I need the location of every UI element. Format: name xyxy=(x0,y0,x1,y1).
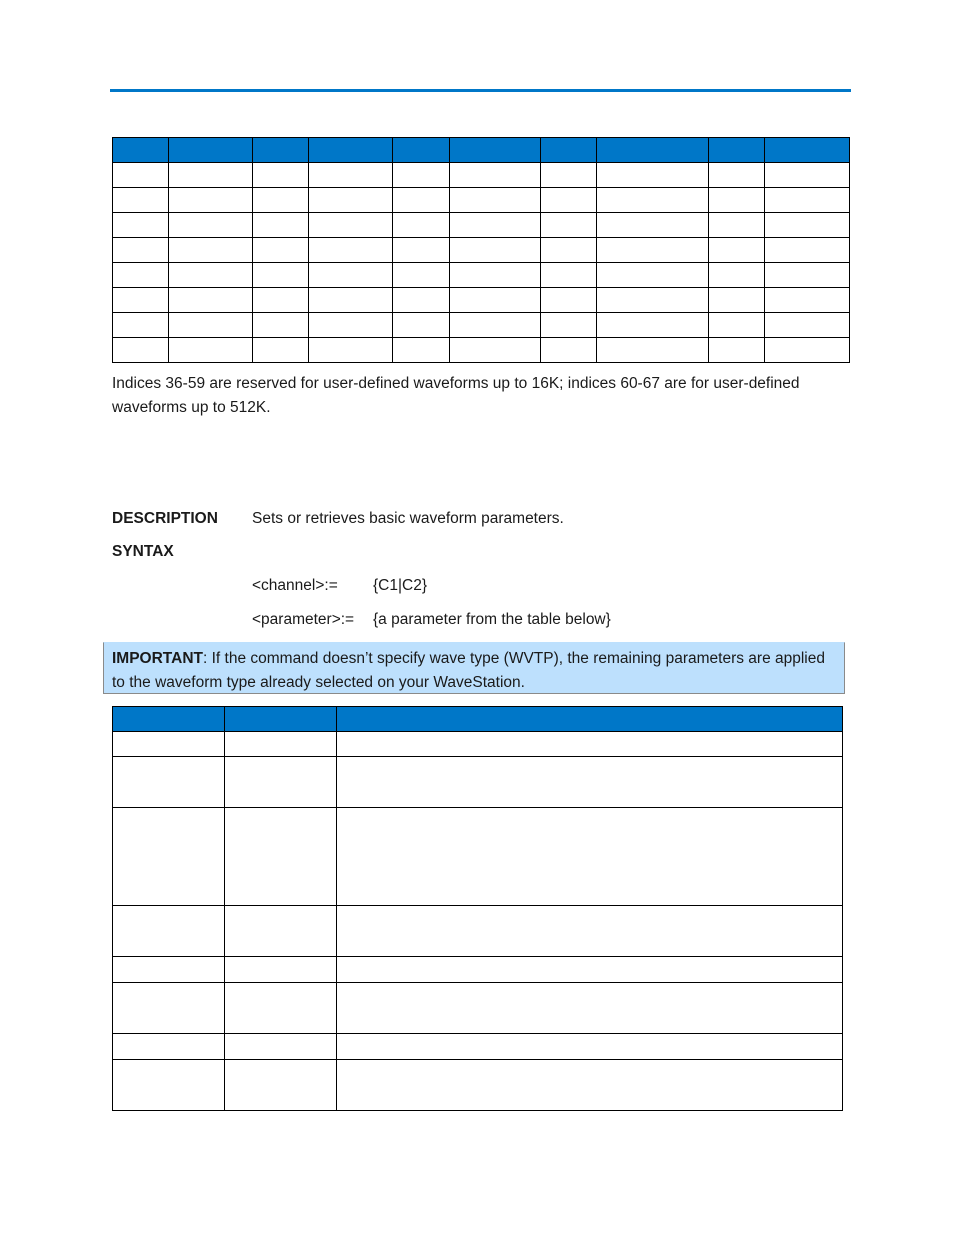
table-cell xyxy=(225,732,337,757)
header-cell xyxy=(253,138,309,163)
parameter-syntax-key: <parameter>:= xyxy=(252,611,355,628)
table-cell xyxy=(169,238,253,263)
table-cell xyxy=(113,313,169,338)
table-cell xyxy=(309,163,393,188)
table-cell xyxy=(169,213,253,238)
table-cell xyxy=(597,263,709,288)
header-cell xyxy=(225,707,337,732)
description-label: DESCRIPTION xyxy=(112,510,218,527)
table-cell xyxy=(169,188,253,213)
table-cell xyxy=(113,163,169,188)
table-cell xyxy=(597,313,709,338)
table-cell xyxy=(765,213,850,238)
table-cell xyxy=(253,213,309,238)
table-row xyxy=(113,288,850,313)
important-callout xyxy=(103,642,845,694)
waveform-index-table xyxy=(112,137,850,363)
table-cell xyxy=(765,313,850,338)
parameter-syntax-value: {a parameter from the table below} xyxy=(373,611,611,628)
table-cell xyxy=(709,288,765,313)
table-cell xyxy=(337,1034,843,1060)
table-cell xyxy=(169,163,253,188)
header-cell xyxy=(765,138,850,163)
table-cell xyxy=(253,188,309,213)
waveform-parameter-table xyxy=(112,706,843,1111)
table-row xyxy=(113,732,843,757)
table-cell xyxy=(309,188,393,213)
table-cell xyxy=(337,983,843,1034)
table-row xyxy=(113,313,850,338)
table-cell xyxy=(450,213,541,238)
table-cell xyxy=(765,338,850,363)
table-cell xyxy=(450,263,541,288)
table-cell xyxy=(709,313,765,338)
table-cell xyxy=(709,238,765,263)
table-cell xyxy=(541,238,597,263)
table-cell xyxy=(113,288,169,313)
table-cell xyxy=(225,808,337,906)
table-cell xyxy=(597,338,709,363)
table-cell xyxy=(309,263,393,288)
header-cell xyxy=(309,138,393,163)
table-cell xyxy=(709,188,765,213)
table-cell xyxy=(225,957,337,983)
table-cell xyxy=(541,288,597,313)
table-row xyxy=(113,808,843,906)
table-cell xyxy=(169,263,253,288)
table-cell xyxy=(253,313,309,338)
table-cell xyxy=(113,213,169,238)
important-label: IMPORTANT xyxy=(112,650,203,667)
table-cell xyxy=(337,1060,843,1111)
table-row xyxy=(113,906,843,957)
table-cell xyxy=(597,238,709,263)
table-cell xyxy=(225,906,337,957)
table-cell xyxy=(225,983,337,1034)
table-cell xyxy=(541,313,597,338)
table-cell xyxy=(309,238,393,263)
table-cell xyxy=(393,263,450,288)
table-cell xyxy=(597,288,709,313)
table-cell xyxy=(169,313,253,338)
table-cell xyxy=(450,238,541,263)
table-cell xyxy=(709,213,765,238)
channel-syntax-value: {C1|C2} xyxy=(373,577,428,594)
table-cell xyxy=(113,263,169,288)
table-row xyxy=(113,213,850,238)
table-cell xyxy=(253,288,309,313)
table-cell xyxy=(765,263,850,288)
table-cell xyxy=(765,163,850,188)
table-cell xyxy=(709,263,765,288)
header-cell xyxy=(113,138,169,163)
table-row xyxy=(113,163,850,188)
table-cell xyxy=(541,263,597,288)
table-cell xyxy=(597,188,709,213)
table-row xyxy=(113,338,850,363)
reserved-indices-note: Indices 36-59 are reserved for user-defined waveforms up to 16K; indices 60-67 are for user-defined waveforms up to 512K. xyxy=(112,375,800,416)
header-cell xyxy=(113,707,225,732)
table-cell xyxy=(450,313,541,338)
table-cell xyxy=(337,757,843,808)
table-cell xyxy=(450,288,541,313)
table-cell xyxy=(113,188,169,213)
table-cell xyxy=(113,906,225,957)
param-table-header-row xyxy=(113,707,843,732)
table-cell xyxy=(597,163,709,188)
table-cell xyxy=(225,757,337,808)
table-cell xyxy=(450,338,541,363)
table-cell xyxy=(113,757,225,808)
table-row xyxy=(113,1034,843,1060)
syntax-label: SYNTAX xyxy=(112,543,174,560)
table-cell xyxy=(113,983,225,1034)
table-cell xyxy=(113,338,169,363)
table-cell xyxy=(113,732,225,757)
table-cell xyxy=(309,288,393,313)
index-table-header-row xyxy=(113,138,850,163)
table-cell xyxy=(393,188,450,213)
table-cell xyxy=(225,1034,337,1060)
table-row xyxy=(113,238,850,263)
table-cell xyxy=(450,188,541,213)
important-text: : If the command doesn’t specify wave type (WVTP), the remaining parameters are applied to the waveform type already selected on your WaveStation. xyxy=(112,650,825,691)
table-cell xyxy=(253,163,309,188)
table-cell xyxy=(393,338,450,363)
table-cell xyxy=(765,288,850,313)
table-cell xyxy=(309,313,393,338)
header-cell xyxy=(541,138,597,163)
table-row xyxy=(113,757,843,808)
table-cell xyxy=(113,808,225,906)
table-cell xyxy=(337,957,843,983)
header-cell xyxy=(337,707,843,732)
table-cell xyxy=(113,957,225,983)
table-cell xyxy=(169,288,253,313)
table-cell xyxy=(765,188,850,213)
table-cell xyxy=(253,338,309,363)
header-cell xyxy=(597,138,709,163)
table-row xyxy=(113,188,850,213)
table-cell xyxy=(337,906,843,957)
table-cell xyxy=(393,238,450,263)
table-cell xyxy=(393,213,450,238)
table-cell xyxy=(709,338,765,363)
table-cell xyxy=(169,338,253,363)
description-text: Sets or retrieves basic waveform parameters. xyxy=(252,510,564,527)
table-cell xyxy=(541,163,597,188)
table-cell xyxy=(597,213,709,238)
table-cell xyxy=(709,163,765,188)
header-cell xyxy=(450,138,541,163)
table-row xyxy=(113,957,843,983)
table-cell xyxy=(253,263,309,288)
table-cell xyxy=(253,238,309,263)
table-cell xyxy=(541,213,597,238)
table-cell xyxy=(541,338,597,363)
table-cell xyxy=(393,313,450,338)
header-cell xyxy=(709,138,765,163)
table-cell xyxy=(225,1060,337,1111)
header-cell xyxy=(169,138,253,163)
table-cell xyxy=(337,732,843,757)
table-cell xyxy=(113,1034,225,1060)
table-cell xyxy=(113,1060,225,1111)
table-row xyxy=(113,1060,843,1111)
table-cell xyxy=(309,213,393,238)
table-cell xyxy=(337,808,843,906)
table-cell xyxy=(309,338,393,363)
table-cell xyxy=(450,163,541,188)
table-cell xyxy=(765,238,850,263)
table-cell xyxy=(393,163,450,188)
table-cell xyxy=(541,188,597,213)
table-row xyxy=(113,983,843,1034)
header-rule xyxy=(110,89,851,92)
table-row xyxy=(113,263,850,288)
table-cell xyxy=(393,288,450,313)
channel-syntax-key: <channel>:= xyxy=(252,577,338,594)
header-cell xyxy=(393,138,450,163)
table-cell xyxy=(113,238,169,263)
